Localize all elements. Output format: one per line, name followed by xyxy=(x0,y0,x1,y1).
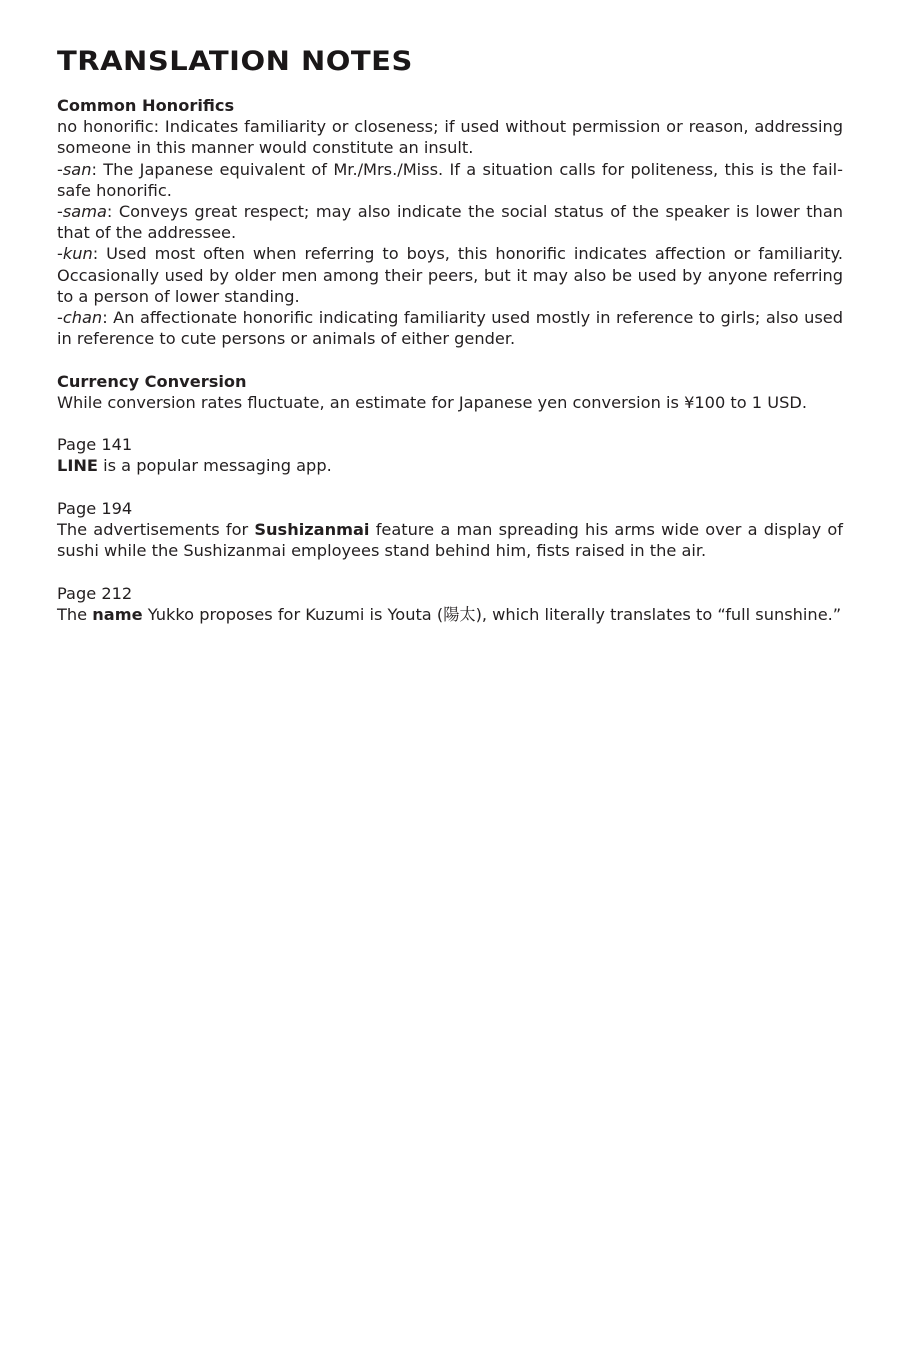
section-spacer xyxy=(57,349,843,370)
note-text xyxy=(57,604,843,625)
note-page-number: Page 194 xyxy=(57,498,133,518)
section-spacer xyxy=(57,413,843,434)
honorific-term: sama xyxy=(62,202,107,222)
honorifics-section xyxy=(57,95,843,349)
honorific-prefix: - xyxy=(57,244,63,264)
honorific-prefix: - xyxy=(57,159,63,179)
note-text-after: feature a man spreading his arms wide over a display of sushi while the Sushizanmai employees stand behind him, fists raised in the air. xyxy=(57,520,843,561)
section-spacer xyxy=(57,561,843,582)
note-term: Sushizanmai xyxy=(254,520,370,540)
honorific-definition: : Conveys great respect; may also indicate the social status of the speaker is lower than that of the addressee. xyxy=(57,202,843,243)
honorifics-heading: Common Honorifics xyxy=(57,96,235,115)
note-page-141 xyxy=(57,434,843,476)
currency-section xyxy=(57,371,843,413)
note-page-number: Page 212 xyxy=(57,583,133,603)
honorific-term: chan xyxy=(62,308,103,328)
honorific-prefix: - xyxy=(57,308,63,328)
note-text xyxy=(57,519,843,561)
honorific-definition: : Indicates familiarity or closeness; if used without permission or reason, addressing someone in this manner would constitute an insult. xyxy=(57,117,844,158)
honorific-entry-none xyxy=(57,116,843,158)
translation-notes-page xyxy=(57,44,843,625)
note-page-194 xyxy=(57,498,843,562)
honorific-term: san xyxy=(62,159,92,179)
honorific-entry-san xyxy=(57,159,843,201)
honorific-definition: : Used most often when referring to boys, this honorific indicates affection or familiarity. Occasionally used by older men among their peers, but it may also be used by anyone referring to a person of lower standing. xyxy=(57,244,843,306)
note-term: LINE xyxy=(57,456,98,476)
honorific-definition: : An affectionate honorific indicating familiarity used mostly in reference to girls; also used in reference to cute persons or animals of either gender. xyxy=(57,308,843,349)
honorific-prefix: - xyxy=(57,202,63,222)
honorific-term: no honorific xyxy=(57,117,154,137)
honorific-definition: : The Japanese equivalent of Mr./Mrs./Miss. If a situation calls for politeness, this is the fail-safe honorific. xyxy=(57,159,843,200)
note-term: name xyxy=(92,604,143,624)
note-page-number: Page 141 xyxy=(57,435,133,455)
currency-heading: Currency Conversion xyxy=(57,371,247,391)
note-text-after: Yukko proposes for Kuzumi is Youta (陽太), which literally translates to “full sunshine.” xyxy=(142,604,842,624)
note-text xyxy=(57,455,843,476)
note-text-before: The advertisements for xyxy=(57,520,255,540)
note-text-after: is a popular messaging app. xyxy=(97,456,332,476)
honorific-term: kun xyxy=(62,244,93,264)
honorific-entry-chan xyxy=(57,307,843,349)
currency-text: While conversion rates fluctuate, an estimate for Japanese yen conversion is ¥100 to 1 USD. xyxy=(57,392,807,412)
page-title: TRANSLATION NOTES xyxy=(57,44,413,77)
section-spacer xyxy=(57,477,843,498)
note-page-212 xyxy=(57,583,843,625)
honorific-entry-kun xyxy=(57,243,843,307)
note-text-before: The xyxy=(57,604,93,624)
honorific-entry-sama xyxy=(57,201,843,243)
